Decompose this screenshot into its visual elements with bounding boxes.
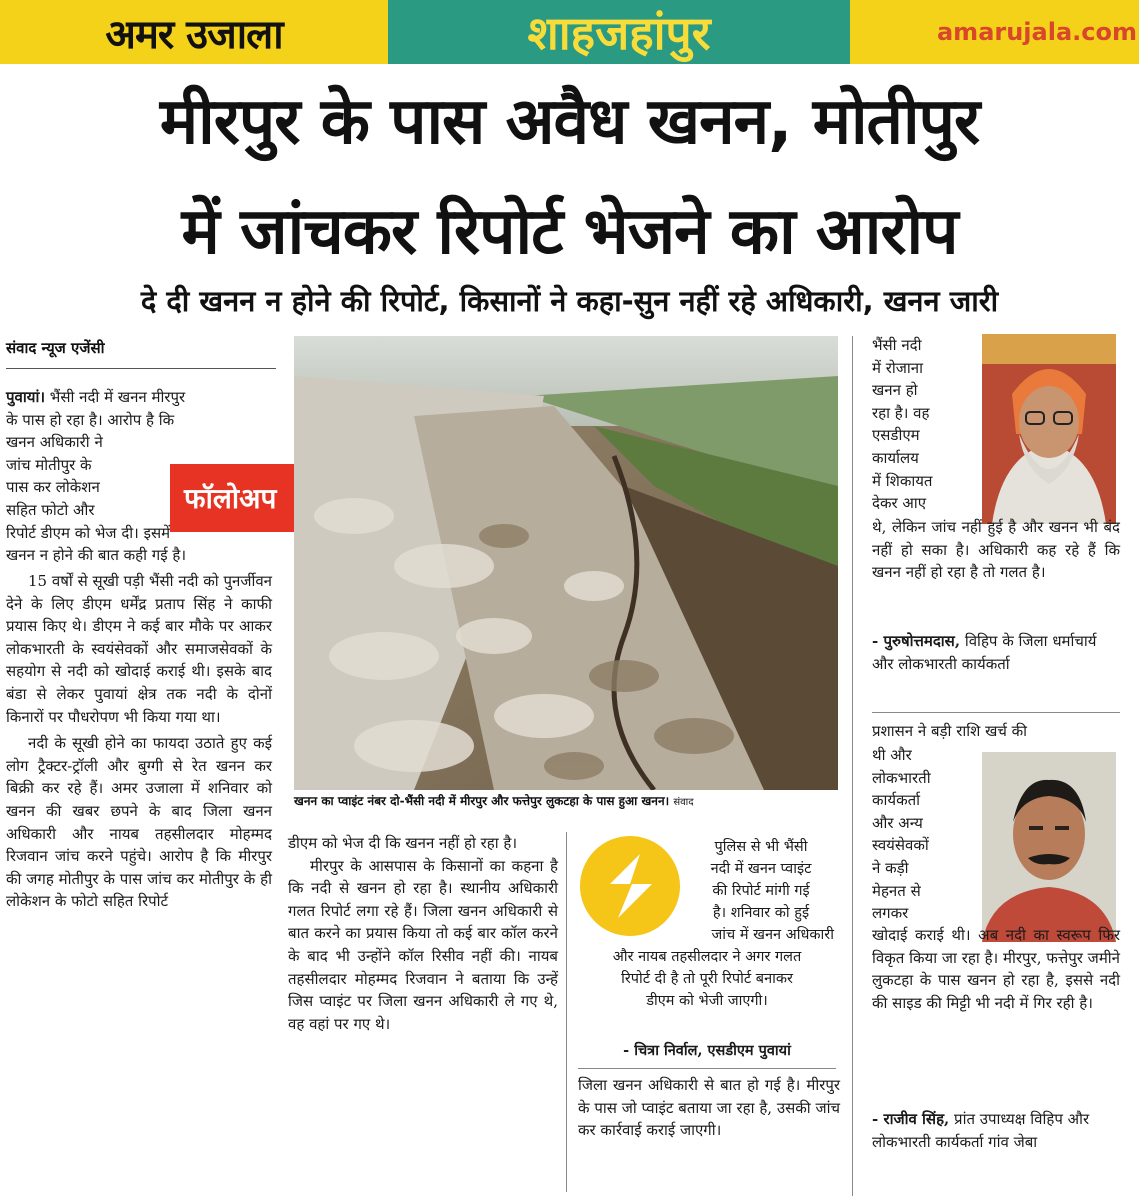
quote-line: जांच में खनन अधिकारी [711, 927, 834, 943]
rajeev-attribution [872, 1108, 1120, 1153]
headline-line-2: में जांचकर रिपोर्ट भेजने का आरोप [181, 195, 958, 269]
quote-line: स्वयंसेवकों [872, 836, 929, 855]
news-photo [294, 336, 838, 790]
paragraph: थे, लेकिन जांच नहीं हुई है और खनन भी बंद नहीं हो सका है। अधिकारी कह रहे हैं कि खनन नहीं हो रहा है तो गलत है। [872, 518, 1120, 582]
col1-line: पास कर लोकेशन [6, 478, 100, 497]
rajeev-portrait [982, 752, 1116, 942]
col1-line: के पास हो रहा है। आरोप है कि [6, 410, 175, 429]
quote-line: की रिपोर्ट मांगी गई [712, 883, 810, 899]
quote-logo-icon [580, 836, 680, 936]
divider [872, 712, 1120, 713]
quote-line: और अन्य [872, 813, 923, 832]
rajeev-quote-wide [872, 720, 1120, 743]
paragraph: मीरपुर के आसपास के किसानों का कहना है कि नदी से खनन हो रहा है। स्थानीय अधिकारी गलत रिपोर्ट लगा रहे हैं। जिला खनन अधिकारी से बात करने का प्रयास किया तो कई बार कॉल करने के बाद भी उन्होंने कॉल रिसीव नहीं की। नायब तहसीलदार मोहम्मद रिजवान ने बताया कि उन्हें जिस प्वाइंट पर जिला खनन अधिकारी ले गए थे, वह वहां पर गए थे। [288, 856, 558, 1033]
photo-riverbed-image [294, 336, 838, 790]
col1-line: खनन अधिकारी ने [6, 433, 103, 452]
quote-line: नदी में खनन प्वाइंट [710, 861, 812, 877]
purushottam-quote-full [872, 516, 1120, 584]
subheadline: दे दी खनन न होने की रिपोर्ट, किसानों ने कहा-सुन नहीं रहे अधिकारी, खनन जारी [140, 284, 999, 318]
quote-line: में शिकायत [872, 471, 933, 490]
col1-line: जांच मोतीपुर के [6, 455, 92, 474]
rajeev-quote-narrow [872, 744, 978, 925]
column-divider [566, 832, 567, 1192]
article-column-1-body [6, 570, 272, 913]
quote-line: देकर आए [872, 494, 927, 513]
quote-line: और नायब तहसीलदार ने अगर गलत [612, 949, 802, 965]
quote-line: रिपोर्ट दी है तो पूरी रिपोर्ट बनाकर [621, 971, 793, 987]
divider [578, 1068, 836, 1069]
quote-line: पुलिस से भी भैंसी [714, 839, 808, 855]
byline: संवाद न्यूज एजेंसी [6, 339, 105, 357]
person-role: विहिप के जिला धर्माचार्य और लोकभारती कार्यकर्ता [872, 632, 1097, 673]
col1-line: खनन न होने की बात कही गई है। [6, 546, 187, 565]
quote-line: ने कड़ी [872, 858, 909, 877]
quote-line: खनन हो [872, 381, 918, 400]
purushottam-attribution [872, 630, 1120, 675]
paragraph: खोदाई कराई थी। अब नदी का स्वरूप फिर विकृत किया जा रहा है। मीरपुर, फत्तेपुर जमीने लुकटहा के पास खनन हो रहा है, इससे नदी की साइड की मिट्टी भी नदी में गिर रही है। [872, 926, 1120, 1012]
dateline: पुवायां। [6, 388, 46, 406]
article-column-3 [578, 1074, 840, 1142]
quote-line: कार्यकर्ता [872, 791, 921, 810]
quote-line: लोकभारती [872, 768, 931, 787]
quote-line: रहा है। वह [872, 403, 930, 422]
person-name: - पुरुषोत्तमदास, [872, 632, 961, 650]
quote-line: लगकर [872, 904, 909, 923]
brand-logo: अमर उजाला [105, 10, 283, 58]
quote-line: में रोजाना [872, 358, 923, 377]
sdm-attribution: - चित्रा निर्वाल, एसडीएम पुवायां [623, 1042, 791, 1059]
col1-line: सहित फोटो और [6, 500, 95, 519]
person-role: प्रांत उपाध्यक्ष विहिप और लोकभारती कार्यकर्ता गांव जेबा [872, 1110, 1090, 1151]
sdm-quote-bottom [574, 924, 840, 1012]
caption-text: खनन का प्वाइंट नंबर दो-भैंसी नदी में मीरपुर और फत्तेपुर लुकटहा के पास हुआ खनन। [294, 794, 670, 808]
masthead [0, 0, 1139, 64]
col1-line: भैंसी नदी में खनन मीरपुर [49, 388, 186, 406]
headline-line-1: मीरपुर के पास अवैध खनन, मोतीपुर [159, 85, 980, 159]
quote-line: एसडीएम [872, 426, 920, 445]
quote-line: थी और [872, 746, 912, 764]
person-name: - राजीव सिंह, [872, 1110, 950, 1128]
followup-label: फॉलोअप [184, 482, 277, 515]
portrait-image [982, 334, 1116, 524]
city-name: शाहजहांपुर [527, 6, 711, 60]
col1-line: रिपोर्ट डीएम को भेज दी। इसमें [6, 523, 171, 542]
brand-block [0, 0, 388, 64]
portrait-image [982, 752, 1116, 942]
website-url: amarujala.com [936, 18, 1137, 46]
quote-line: भैंसी नदी [872, 336, 922, 354]
article-column-2 [288, 832, 558, 1035]
quote-line: प्रशासन ने बड़ी राशि खर्च की [872, 722, 1028, 740]
paragraph: 15 वर्षों से सूखी पड़ी भैंसी नदी को पुनर्जीवन देने के लिए डीएम धर्मेंद्र प्रताप सिंह ने काफी प्रयास किए थे। डीएम ने कई बार मौके पर आकर लोकभारती के स्वयंसेवकों और समाजसेवकों के सहयोग से नदी को खोदाई कराई थी। इसके बाद बंडा से लेकर पुवायां क्षेत्र तक नदी के दोनों किनारों पर पौधरोपण भी किया गया था। [6, 572, 272, 726]
purushottam-quote-narrow [872, 334, 978, 515]
photo-caption [294, 792, 842, 812]
caption-credit: संवाद [673, 797, 694, 808]
paragraph: डीएम को भेज दी कि खनन नहीं हो रहा है। [288, 834, 518, 852]
quote-line: डीएम को भेजी जाएगी। [646, 993, 768, 1009]
city-block [388, 0, 850, 64]
paragraph: नदी के सूखी होने का फायदा उठाते हुए कई लोग ट्रैक्टर-ट्रॉली और बुग्गी से रेत खनन कर बिक्री कर रहे हैं। अमर उजाला में शनिवार को खनन की खबर छपने के बाद जिला खनन अधिकारी और नायब तहसीलदार मोहम्मद रिजवान जांच करने पहुंचे। आरोप है कि मीरपुर की जगह मोतीपुर के पास जांच कर मोतीपुर के ही लोकेशन के फोटो सहित रिपोर्ट [6, 734, 272, 911]
quote-line: है। शनिवार को हुई [712, 905, 810, 921]
sdm-quote-top [686, 836, 836, 924]
divider [6, 368, 276, 369]
quote-line: मेहनत से [872, 881, 921, 900]
rajeev-quote-full [872, 924, 1120, 1014]
column-divider [852, 336, 853, 1196]
purushottam-portrait [982, 334, 1116, 524]
paragraph: जिला खनन अधिकारी से बात हो गई है। मीरपुर के पास जो प्वाइंट बताया जा रहा है, उसकी जांच कर कार्रवाई कराई जाएगी। [578, 1076, 840, 1140]
quote-line: कार्यालय [872, 448, 919, 467]
website-block [850, 0, 1139, 64]
